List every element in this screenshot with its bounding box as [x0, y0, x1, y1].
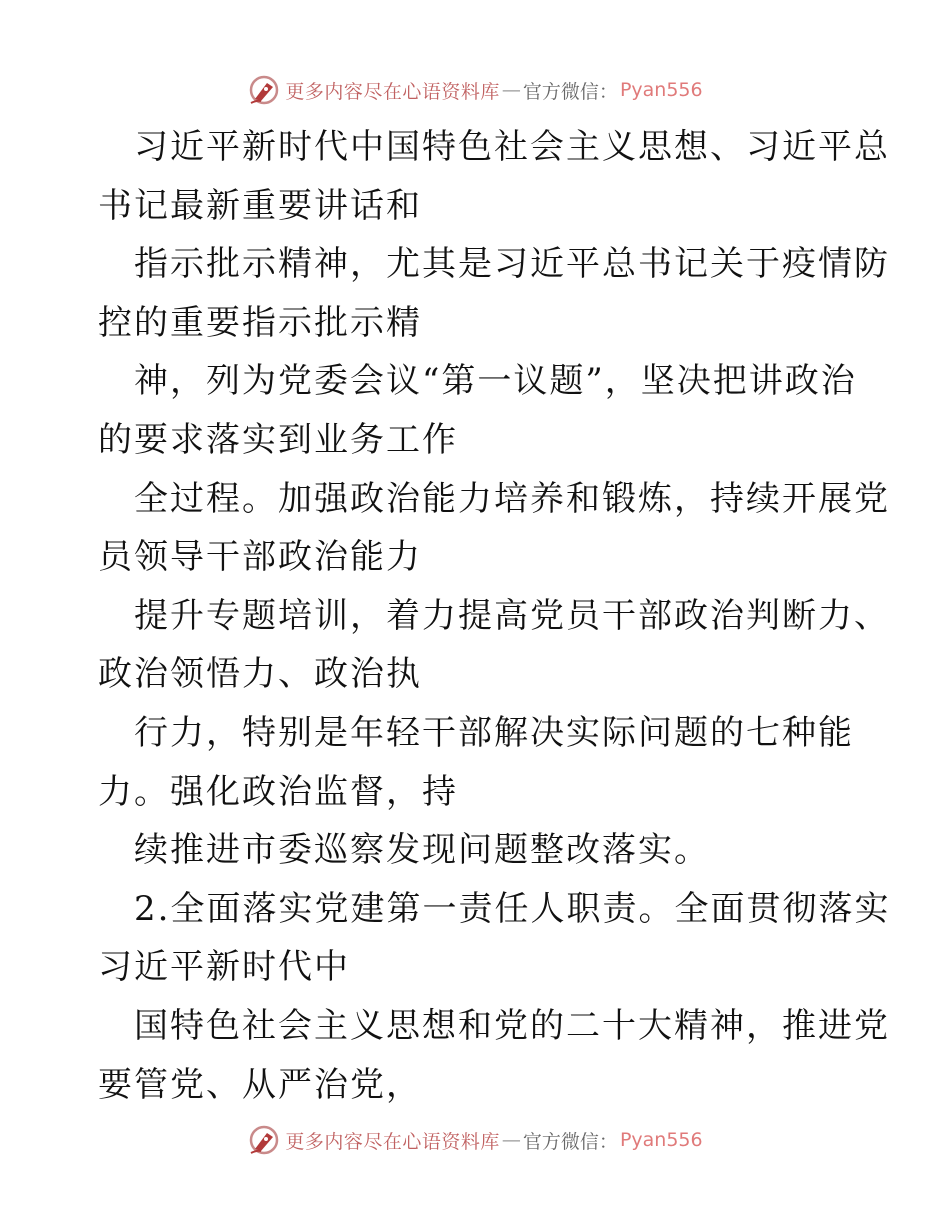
body-line: 力。强化政治监督，持 — [98, 771, 458, 812]
watermark-brand: 更多内容尽在心语资料库 — [285, 80, 500, 103]
pen-nib-circle-icon — [247, 1123, 281, 1157]
body-line: 控的重要指示批示精 — [98, 302, 422, 343]
watermark-separator: — — [501, 79, 521, 101]
body-line: 提升专题培训，着力提高党员干部政治判断力、 — [134, 595, 890, 636]
watermark-label: 官方微信： — [522, 80, 618, 103]
watermark-brand: 更多内容尽在心语资料库 — [285, 1130, 500, 1153]
body-line: 2.全面落实党建第一责任人职责。全面贯彻落实 — [134, 888, 891, 929]
body-line: 书记最新重要讲话和 — [98, 185, 422, 226]
body-line: 行力，特别是年轻干部解决实际问题的七种能 — [134, 712, 854, 753]
footer-watermark — [0, 1120, 950, 1160]
body-line: 指示批示精神，尤其是习近平总书记关于疫情防 — [134, 244, 890, 285]
body-line: 的要求落实到业务工作 — [98, 419, 458, 460]
watermark-wechat-id: Pyan556 — [619, 79, 703, 101]
body-line: 员领导干部政治能力 — [98, 537, 422, 578]
body-line: 习近平新时代中国特色社会主义思想、习近平总 — [134, 127, 890, 167]
header-watermark — [0, 70, 950, 110]
body-line: 要管党、从严治党， — [98, 1064, 422, 1105]
body-line: 习近平新时代中 — [98, 947, 350, 988]
body-line: 全过程。加强政治能力培养和锻炼，持续开展党 — [134, 478, 890, 519]
watermark-label: 官方微信： — [522, 1130, 618, 1153]
document-body — [98, 118, 891, 1114]
body-line: 续推进市委巡察发现问题整改落实。 — [134, 830, 710, 871]
watermark-wechat-id: Pyan556 — [619, 1129, 703, 1151]
body-line: 国特色社会主义思想和党的二十大精神，推进党 — [134, 1005, 890, 1046]
watermark-separator: — — [501, 1129, 521, 1151]
pen-nib-circle-icon — [247, 73, 281, 107]
body-line: 政治领悟力、政治执 — [98, 654, 422, 695]
body-line: 神，列为党委会议“第一议题”，坚决把讲政治 — [134, 361, 857, 402]
